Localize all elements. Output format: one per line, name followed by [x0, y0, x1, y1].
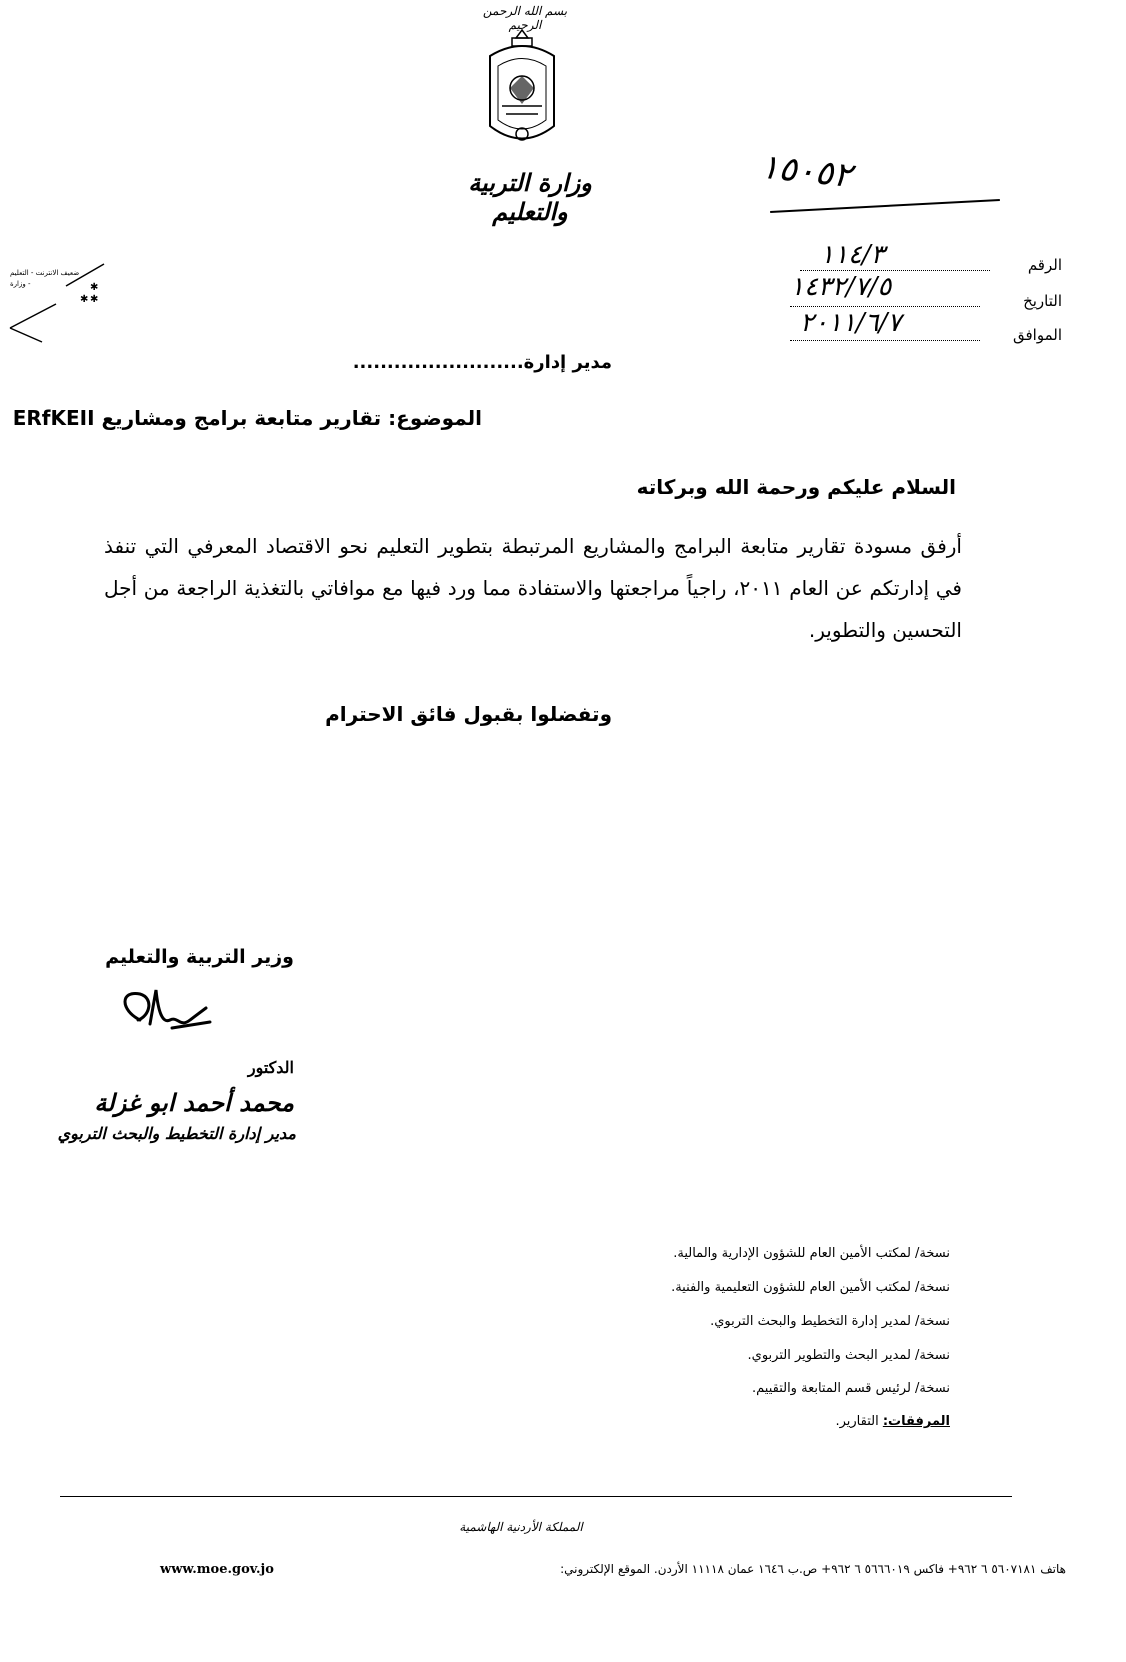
closing: وتفضلوا بقبول فائق الاحترام: [325, 702, 612, 726]
corresponding-value: ٢٠١١/٦/٧: [800, 308, 902, 338]
date-dots: [790, 306, 980, 307]
number-label: الرقم: [1027, 256, 1062, 274]
handwritten-reference-number: ١٥٠٥٢: [758, 146, 854, 196]
footer-website-link[interactable]: www.moe.gov.jo: [160, 1562, 274, 1577]
footer-contact: هاتف ٥٦٠٧١٨١ ٦ ٩٦٢+ فاكس ٥٦٦٦٠١٩ ٦ ٩٦٢+ ص.ب ١٦٤٦ عمان ١١١١٨ الأردن. الموقع الإلكتروني:: [560, 1562, 1066, 1576]
copy-line: نسخة/ لرئيس قسم المتابعة والتقييم.: [751, 1381, 950, 1396]
svg-text:✱: ✱: [80, 294, 89, 305]
signer-name: محمد أحمد ابو غزلة: [94, 1088, 294, 1117]
copy-line: نسخة/ لمكتب الأمين العام للشؤون التعليمية والفنية.: [671, 1280, 950, 1295]
date-value: ١٤٣٢/٧/٥: [790, 272, 892, 302]
svg-text:✱: ✱: [90, 294, 99, 305]
handwritten-signature: [110, 980, 220, 1050]
copy-line: نسخة/ لمدير البحث والتطوير التربوي.: [747, 1348, 950, 1363]
date-label: التاريخ: [1023, 292, 1062, 310]
attachments-value: التقارير.: [835, 1414, 879, 1429]
attachments-label: المرفقات:: [882, 1414, 950, 1429]
corresponding-label: الموافق: [1012, 326, 1062, 344]
copy-line: نسخة/ لمكتب الأمين العام للشؤون الإدارية والمالية.: [673, 1246, 950, 1261]
stamp-text: ضعيف الانترنت - التعليم - وزارة: [10, 269, 80, 288]
basmala: بسم الله الرحمن الرحيم: [482, 4, 568, 32]
doctor-title: الدكتور: [247, 1058, 294, 1077]
letter-body: أرفق مسودة تقارير متابعة البرامج والمشاريع المرتبطة بتطوير التعليم نحو الاقتصاد المعرفي التي تنفذ في إدارتكم عن العام ٢٠١١، راجياً مراجعتها والاستفادة مما ورد فيها مع موافاتي بالتغذية الراجعة من أجل التحسين والتطوير.: [104, 534, 962, 642]
svg-text:✱: ✱: [90, 282, 99, 293]
signer-position: مدير إدارة التخطيط والبحث التربوي: [57, 1124, 296, 1143]
footer-kingdom: المملكة الأردنية الهاشمية: [459, 1520, 583, 1534]
number-dots: [800, 270, 990, 271]
minister-title: وزير التربية والتعليم: [105, 946, 294, 968]
ministry-name: وزارة التربية والتعليم: [468, 168, 592, 226]
greeting: السلام عليكم ورحمة الله وبركاته: [636, 475, 956, 499]
number-value: ١١٤/٣: [820, 240, 885, 270]
subject: الموضوع: تقارير متابعة برامج ومشاريع ERfKEII: [12, 406, 482, 430]
footer-divider: [60, 1496, 1012, 1497]
corresponding-dots: [790, 340, 980, 341]
addressee: مدير إدارة.........................: [352, 352, 612, 373]
attachments-line: [835, 1414, 950, 1429]
royal-crest-icon: [482, 26, 562, 156]
copy-line: نسخة/ لمدير إدارة التخطيط والبحث التربوي.: [710, 1314, 950, 1329]
